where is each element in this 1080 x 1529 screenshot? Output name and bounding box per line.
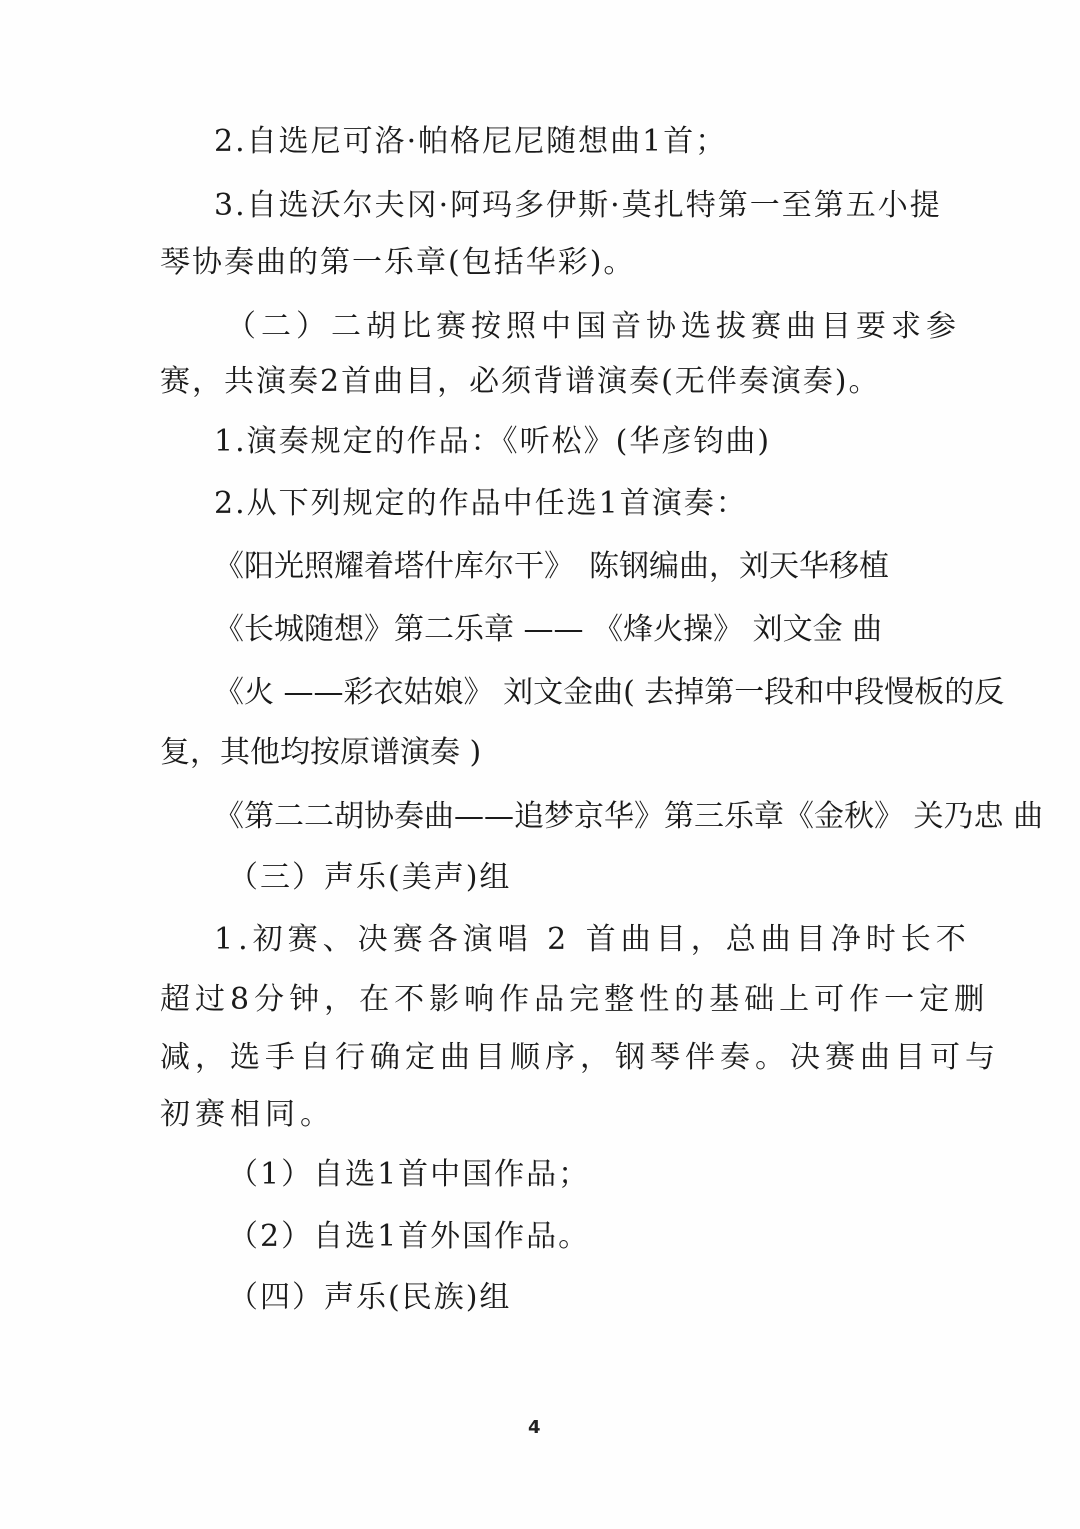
paragraph-line: 琴协奏曲的第一乐章(包括华彩)。 [160, 245, 636, 280]
paragraph-line: 《第二二胡协奏曲——追梦京华》第三乐章《金秋》 关乃忠 曲 [214, 799, 1044, 834]
paragraph-line: 《长城随想》第二乐章 —— 《烽火操》 刘文金 曲 [214, 612, 883, 647]
section-heading: （三）声乐(美声)组 [228, 860, 512, 895]
paragraph-line: 2.自选尼可洛·帕格尼尼随想曲1首； [214, 124, 728, 159]
list-item: （2）自选1首外国作品。 [228, 1219, 591, 1254]
paragraph-line: 《阳光照耀着塔什库尔干》 陈钢编曲，刘天华移植 [214, 549, 889, 584]
paragraph-line: 初赛相同。 [160, 1097, 335, 1132]
paragraph-line: （二）二胡比赛按照中国音协选拔赛曲目要求参 [226, 309, 961, 344]
section-heading: （四）声乐(民族)组 [228, 1280, 512, 1315]
paragraph-line: 《火 ——彩衣姑娘》 刘文金曲( 去掉第一段和中段慢板的反 [214, 675, 1005, 710]
paragraph-line: 复，其他均按原谱演奏 ) [160, 735, 482, 770]
list-item: （1）自选1首中国作品； [228, 1157, 591, 1192]
paragraph-line: 1.演奏规定的作品：《听松》(华彦钧曲) [214, 424, 772, 459]
paragraph-line: 1.初赛、决赛各演唱 2 首曲目，总曲目净时长不 [214, 922, 971, 957]
paragraph-line: 3.自选沃尔夫冈·阿玛多伊斯·莫扎特第一至第五小提 [214, 188, 942, 223]
page-number: 4 [528, 1417, 541, 1438]
paragraph-line: 2.从下列规定的作品中任选1首演奏： [214, 486, 748, 521]
paragraph-line: 赛，共演奏2首曲目，必须背谱演奏(无伴奏演奏)。 [160, 364, 881, 399]
paragraph-line: 减，选手自行确定曲目顺序，钢琴伴奏。决赛曲目可与 [160, 1040, 1000, 1075]
paragraph-line: 超过8分钟，在不影响作品完整性的基础上可作一定删 [160, 982, 990, 1017]
